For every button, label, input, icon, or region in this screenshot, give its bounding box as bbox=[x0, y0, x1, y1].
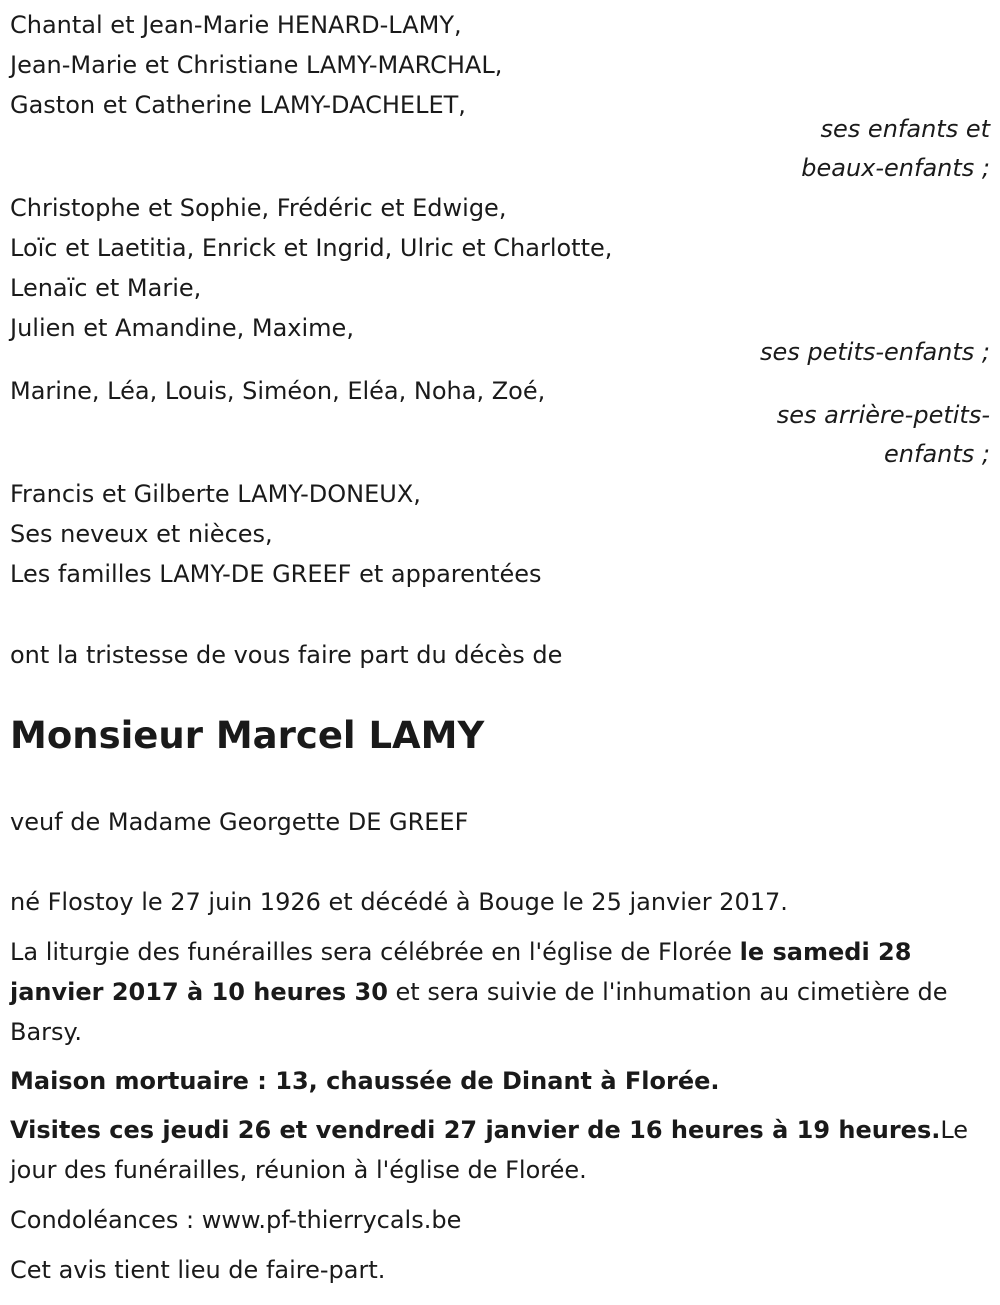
funeral-rest: et sera suivie de l'inhumation au cimetière de Barsy. bbox=[10, 978, 948, 1046]
family-line: Chantal et Jean-Marie HENARD-LAMY, bbox=[10, 11, 462, 39]
role-label: ses arrière-petits- bbox=[776, 401, 990, 429]
closing-line: Cet avis tient lieu de faire-part. bbox=[10, 1256, 386, 1284]
visits-rest: Le jour des funérailles, réunion à l'église de Florée. bbox=[10, 1116, 969, 1184]
role-label: ses enfants et bbox=[820, 115, 990, 143]
family-line: Julien et Amandine, Maxime, bbox=[10, 314, 354, 342]
birth-death-line: né Flostoy le 27 juin 1926 et décédé à Bouge le 25 janvier 2017. bbox=[10, 888, 788, 916]
role-label: enfants ; bbox=[884, 440, 990, 468]
family-line: Christophe et Sophie, Frédéric et Edwige, bbox=[10, 194, 507, 222]
role-label: ses petits-enfants ; bbox=[759, 338, 990, 366]
visits-paragraph bbox=[10, 1110, 990, 1190]
family-line: Francis et Gilberte LAMY-DONEUX, bbox=[10, 480, 421, 508]
family-line: Marine, Léa, Louis, Siméon, Eléa, Noha, Zoé, bbox=[10, 377, 546, 405]
widower-line: veuf de Madame Georgette DE GREEF bbox=[10, 808, 469, 836]
family-line: Jean-Marie et Christiane LAMY-MARCHAL, bbox=[10, 51, 503, 79]
mortuary-address: Maison mortuaire : 13, chaussée de Dinant à Florée. bbox=[10, 1067, 720, 1095]
deceased-name: Monsieur Marcel LAMY bbox=[10, 714, 485, 757]
funeral-intro: La liturgie des funérailles sera célébrée en l'église de Florée bbox=[10, 938, 740, 966]
family-line: Gaston et Catherine LAMY-DACHELET, bbox=[10, 91, 466, 119]
family-line: Ses neveux et nièces, bbox=[10, 520, 273, 548]
condolences-line: Condoléances : www.pf-thierrycals.be bbox=[10, 1206, 462, 1234]
family-line: Les familles LAMY-DE GREEF et apparentées bbox=[10, 560, 542, 588]
family-line: Lenaïc et Marie, bbox=[10, 274, 202, 302]
funeral-paragraph bbox=[10, 932, 990, 1052]
role-label: beaux-enfants ; bbox=[801, 154, 990, 182]
visits-times: Visites ces jeudi 26 et vendredi 27 janvier de 16 heures à 19 heures. bbox=[10, 1116, 941, 1144]
announcement-text: ont la tristesse de vous faire part du décès de bbox=[10, 641, 563, 669]
funeral-date-time: le samedi 28 janvier 2017 à 10 heures 30 bbox=[10, 938, 912, 1006]
family-line: Loïc et Laetitia, Enrick et Ingrid, Ulric et Charlotte, bbox=[10, 234, 613, 262]
